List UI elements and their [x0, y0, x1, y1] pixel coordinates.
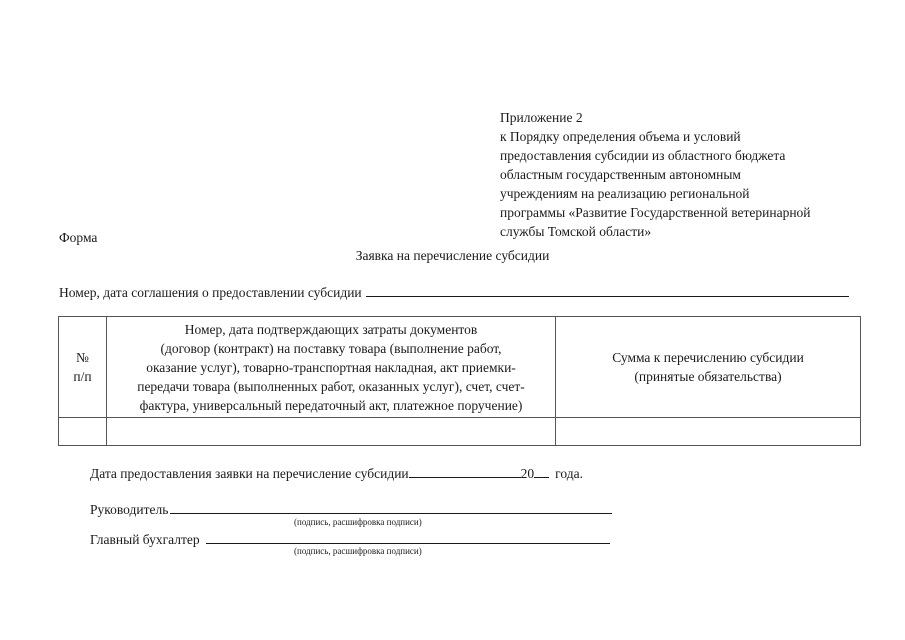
- header-cell-number: № п/п: [59, 317, 107, 418]
- accountant-signature-line[interactable]: [206, 530, 610, 544]
- submission-date-label: Дата предоставления заявки на перечисление субсидии: [90, 466, 409, 481]
- agreement-blank-line[interactable]: [366, 283, 849, 297]
- agreement-label: Номер, дата соглашения о предоставлении субсидии: [59, 285, 362, 300]
- appendix-line: предоставления субсидии из областного бюджета: [500, 148, 786, 163]
- documents-table: [58, 316, 861, 446]
- head-signature: [90, 500, 612, 518]
- table-cell-documents[interactable]: [107, 418, 556, 446]
- table-cell-number[interactable]: [59, 418, 107, 446]
- year-prefix: 20: [520, 466, 535, 481]
- header-cell-amount: Сумма к перечислению субсидии (принятые обязательства): [556, 317, 861, 418]
- submission-date-line: [90, 464, 583, 482]
- head-signature-line[interactable]: [170, 500, 612, 514]
- accountant-signature-label: Главный бухгалтер: [90, 532, 200, 547]
- year-suffix: года.: [555, 466, 583, 481]
- appendix-line: службы Томской области»: [500, 224, 652, 239]
- agreement-field: [59, 283, 849, 301]
- appendix-line: областным государственным автономным: [500, 167, 741, 182]
- appendix-line: программы «Развитие Государственной ветеринарной: [500, 205, 811, 220]
- header-cell-documents: Номер, дата подтверждающих затраты документов (договор (контракт) на поставку товара (выполнение работ, оказание услуг), товарно-транспортная накладная, акт приемки- передачи товара (выполненных работ, оказанных услуг), счет, счет- фактура, универсальный передаточный акт, платежное поручение): [107, 317, 556, 418]
- year-blank[interactable]: [534, 464, 549, 478]
- table-header-row: [59, 317, 861, 418]
- table-row: [59, 418, 861, 446]
- form-label: Форма: [59, 230, 98, 245]
- appendix-line: Приложение 2: [500, 110, 583, 125]
- head-signature-label: Руководитель: [90, 502, 169, 517]
- appendix-line: к Порядку определения объема и условий: [500, 129, 741, 144]
- appendix-line: учреждениям на реализацию региональной: [500, 186, 750, 201]
- table-cell-amount[interactable]: [556, 418, 861, 446]
- head-signature-caption: (подпись, расшифровка подписи): [294, 517, 422, 527]
- document-title: Заявка на перечисление субсидии: [355, 248, 550, 263]
- date-blank[interactable]: [409, 464, 521, 478]
- accountant-signature-caption: (подпись, расшифровка подписи): [294, 546, 422, 556]
- appendix-header: [500, 108, 900, 241]
